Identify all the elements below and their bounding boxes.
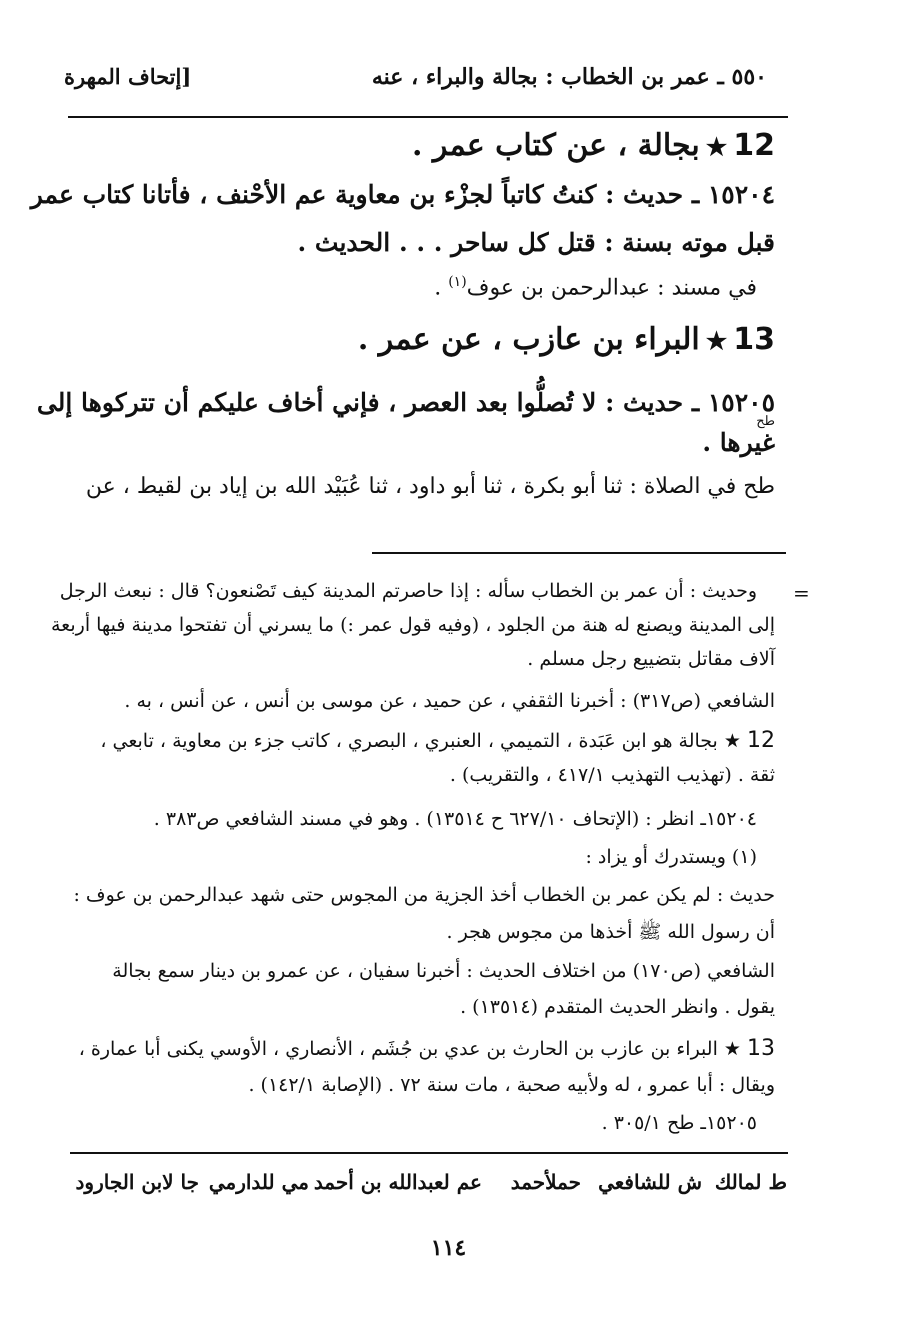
legend-item: ش للشافعي xyxy=(598,1170,702,1194)
legend-item: ط لمالك xyxy=(714,1170,787,1194)
continuation-mark: = xyxy=(793,581,810,605)
book-title-header: [إتحاف المهرة xyxy=(64,64,192,89)
page-number: ١١٤ xyxy=(430,1235,467,1261)
hadith-15205-line1: ١٥٢٠٥ ـ حديث : لا تُصلُّوا بعد العصر ، فإني أخاف عليكم أن تتركوها إلى xyxy=(36,388,775,417)
footnote-number: 12 xyxy=(747,728,775,753)
chapter-header: ٥٥٠ ـ عمر بن الخطاب : بجالة والبراء ، عنه xyxy=(371,64,767,90)
footnote-line: حديث : لم يكن عمر بن الخطاب أخذ الجزية من المجوس حتى شهد عبدالرحمن بن عوف : xyxy=(73,884,775,906)
footnote-line: (١) ويستدرك أو يزاد : xyxy=(585,846,757,868)
entry-12-heading xyxy=(412,128,775,163)
legend-item: جا لابن الجارود xyxy=(75,1170,199,1194)
legend-item: مي للدارمي xyxy=(208,1170,309,1194)
star-icon: ★ xyxy=(705,132,728,161)
footnote-line: الشافعي (ص١٧٠) من اختلاف الحديث : أخبرنا سفيان ، عن عمرو بن دينار سمع بجالة xyxy=(112,960,775,982)
hadith-15205-source: طح في الصلاة : ثنا أبو بكرة ، ثنا أبو داود ، ثنا عُبَيْد الله بن إياد بن لقيط ، عن xyxy=(85,474,775,499)
hadith-15204-line1: ١٥٢٠٤ ـ حديث : كنتُ كاتباً لجزْء بن معاوية عم الأحْنف ، فأتانا كتاب عمر xyxy=(30,180,775,209)
entry-13-heading xyxy=(358,322,775,357)
footnote-text: بجالة هو ابن عَبَدة ، التميمي ، العنبري ، البصري ، كاتب جزء بن معاوية ، تابعي ، xyxy=(100,730,718,752)
footnote-entry-12 xyxy=(100,728,775,753)
tah-mark: طح xyxy=(756,414,775,429)
footnote-ref: (١) xyxy=(448,274,467,290)
footnote-text: البراء بن عازب بن الحارث بن عدي بن جُشَم ، الأنصاري ، الأوسي يكنى أبا عمارة ، xyxy=(78,1038,718,1060)
footnote-entry-13 xyxy=(79,1036,775,1061)
footnote-line: ١٥٢٠٥ـ طح ٣٠٥/١ . xyxy=(601,1112,757,1134)
hadith-15205-line2: غيرها . xyxy=(702,428,775,457)
star-icon: ★ xyxy=(705,326,728,355)
legend-item: حملأحمد xyxy=(510,1170,581,1194)
footnote-line: يقول . وانظر الحديث المتقدم (١٣٥١٤) . xyxy=(460,996,775,1018)
footnote-line: ١٥٢٠٤ـ انظر : (الإتحاف ٦٢٧/١٠ ح ١٣٥١٤) . وهو في مسند الشافعي ص٣٨٣ . xyxy=(153,808,757,830)
footnote-line: وحديث : أن عمر بن الخطاب سأله : إذا حاصرتم المدينة كيف تَصْنعون؟ قال : نبعث الرجل xyxy=(59,580,757,602)
footnote-line: ويقال : أبا عمرو ، له ولأبيه صحبة ، مات سنة ٧٢ . (الإصابة ١٤٢/١) . xyxy=(248,1074,775,1096)
entry-number: 12 xyxy=(733,128,775,163)
source-text: في مسند : عبدالرحمن بن عوف xyxy=(466,275,757,301)
hadith-15204-source xyxy=(434,274,757,300)
footnote-number: 13 xyxy=(747,1036,775,1061)
legend-item: عم لعبدالله بن أحمد xyxy=(313,1170,482,1194)
star-icon: ★ xyxy=(723,1038,741,1060)
legend-rule xyxy=(70,1152,788,1154)
footnote-line: إلى المدينة ويصنع له هنة من الجلود ، (وفيه قول عمر :) ما يسرني أن تفتحوا مدينة فيها أربعة xyxy=(51,614,775,636)
entry-title: البراء بن عازب ، عن عمر . xyxy=(357,322,700,357)
star-icon: ★ xyxy=(723,730,741,752)
footnote-line: الشافعي (ص٣١٧) : أخبرنا الثقفي ، عن حميد ، عن موسى بن أنس ، عن أنس ، به . xyxy=(124,690,775,712)
footnote-line: ثقة . (تهذيب التهذيب ٤١٧/١ ، والتقريب) . xyxy=(449,764,775,786)
footnote-line: أن رسول الله ﷺ أخذها من مجوس هجر . xyxy=(446,921,775,943)
entry-title: بجالة ، عن كتاب عمر . xyxy=(412,128,700,163)
source-end: . xyxy=(434,275,449,301)
footnote-line: آلاف مقاتل بتضييع رجل مسلم . xyxy=(527,648,775,670)
header-rule xyxy=(68,116,788,118)
hadith-15204-line2: قبل موته بسنة : قتل كل ساحر . . . الحديث . xyxy=(297,228,775,257)
entry-number: 13 xyxy=(733,322,775,357)
footnote-separator xyxy=(372,552,786,554)
